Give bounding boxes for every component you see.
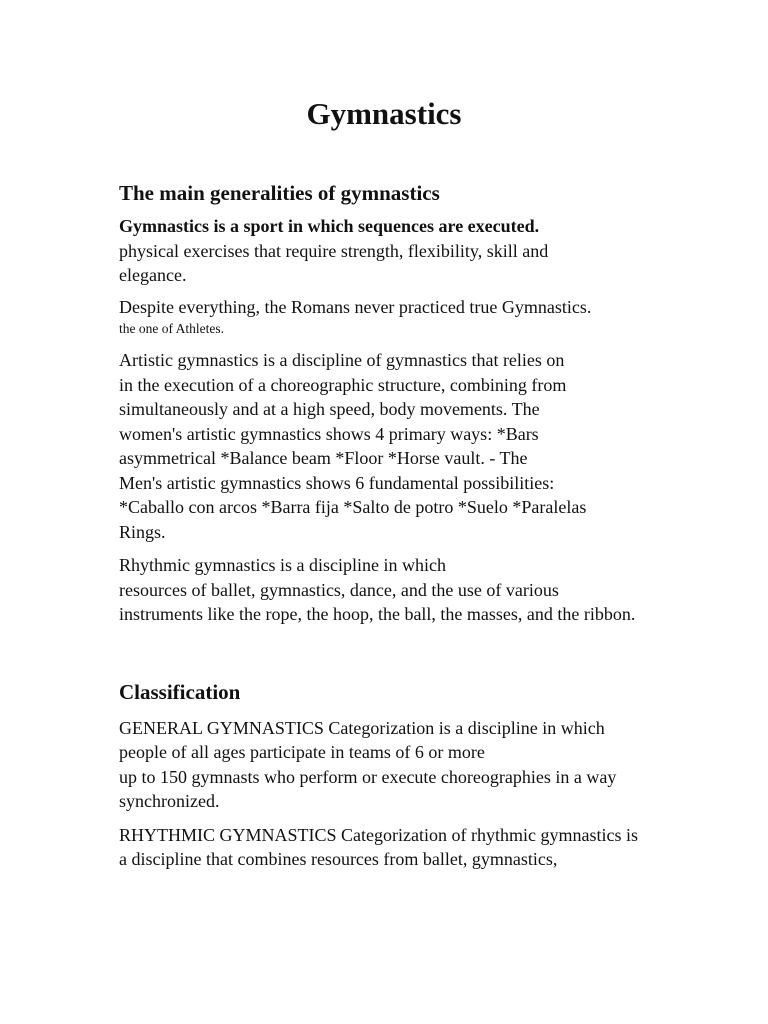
paragraph-line: elegance. [119,265,187,285]
paragraph-line: simultaneously and at a high speed, body movements. The [119,399,540,419]
paragraph-line: resources of ballet, gymnastics, dance, and the use of various [119,579,559,600]
paragraph-line: Gymnastics is a sport in which sequences are executed. [119,216,540,236]
paragraph-line: Men's artistic gymnastics shows 6 fundamental possibilities: [119,472,555,493]
paragraph-line: women's artistic gymnastics shows 4 primary ways: *Bars [119,423,539,444]
paragraph-line: a discipline that combines resources from ballet, gymnastics, [119,849,558,869]
paragraph-rhythmic [119,553,729,627]
paragraph-line: RHYTHMIC GYMNASTICS Categorization of rhythmic gymnastics is [119,824,638,845]
paragraph-line: synchronized. [119,791,220,811]
paragraph-line: Artistic gymnastics is a discipline of gymnastics that relies on [119,350,565,370]
paragraph-line: GENERAL GYMNASTICS Categorization is a discipline in which [119,717,605,738]
paragraph-line: Despite everything, the Romans never practiced true Gymnastics. [119,296,592,317]
paragraph-line: Rings. [119,521,166,542]
paragraph-line: up to 150 gymnasts who perform or execute choreographies in a way [119,766,617,787]
paragraph-romans [119,295,729,340]
paragraph-line: physical exercises that require strength, flexibility, skill and [119,240,549,261]
document-body [119,178,729,872]
paragraph-line: people of all ages participate in teams of 6 or more [119,742,485,762]
document-title: Gymnastics [306,96,462,131]
paragraph-intro [119,214,729,288]
paragraph-line: asymmetrical *Balance beam *Floor *Horse vault. - The [119,448,528,468]
section-heading-classification: Classification [119,679,241,704]
paragraph-line: in the execution of a choreographic structure, combining from [119,374,567,395]
paragraph-rhythmic-gymnastics [119,823,729,872]
paragraph-general-gymnastics [119,716,729,814]
paragraph-line: the one of Athletes. [119,321,224,336]
paragraph-artistic [119,348,729,544]
paragraph-line: instruments like the rope, the hoop, the ball, the masses, and the ribbon. [119,604,636,624]
paragraph-line: Rhythmic gymnastics is a discipline in which [119,555,446,575]
paragraph-line: *Caballo con arcos *Barra fija *Salto de potro *Suelo *Paralelas [119,497,587,517]
section-heading-generalities: The main generalities of gymnastics [119,181,440,205]
